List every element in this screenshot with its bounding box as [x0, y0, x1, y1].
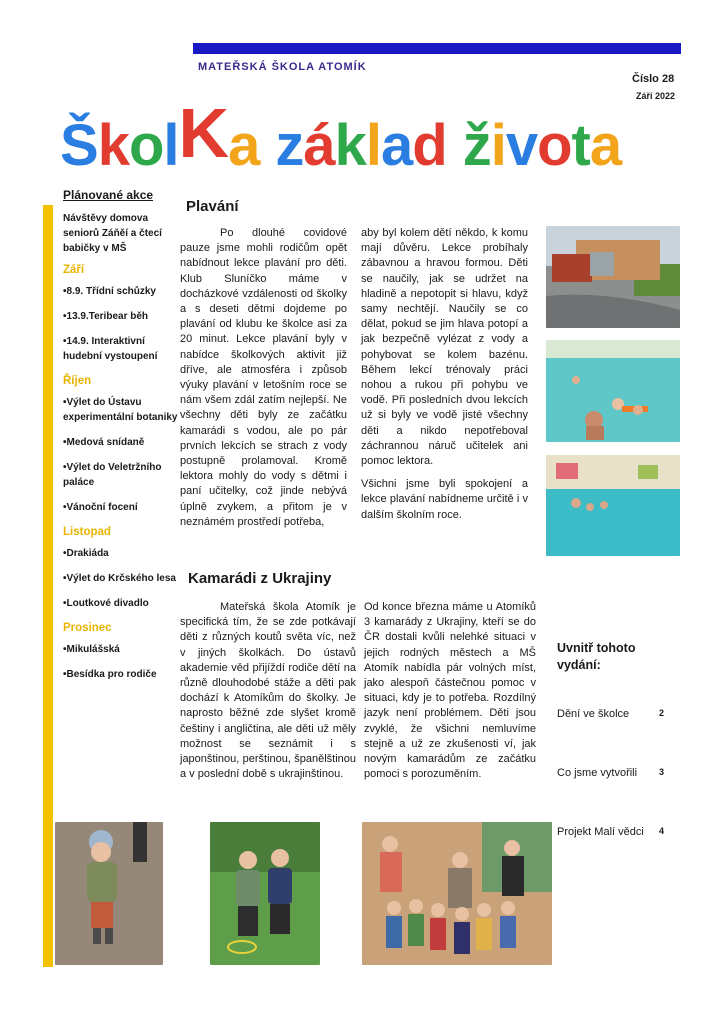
issue-number: Číslo 28 — [632, 73, 675, 85]
inside-page-1: 2 — [659, 708, 665, 718]
title-letter: Š — [60, 113, 98, 178]
month-heading: Září — [63, 264, 85, 276]
newsletter-title — [60, 94, 622, 179]
inside-page-2: 3 — [659, 767, 665, 777]
title-letter: l — [365, 113, 381, 178]
ukraine-column-2 — [364, 600, 536, 782]
event-item: •8.9. Třídní schůzky — [63, 286, 156, 297]
event-item: •Vánoční focení — [63, 502, 138, 513]
article-title-ukraine: Kamarádi z Ukrajiny — [188, 570, 332, 587]
event-item: •Výlet do Ústavu experimentální botaniky — [63, 397, 178, 423]
header-bar — [193, 43, 681, 54]
school-name: MATEŘSKÁ ŠKOLA ATOMÍK — [198, 61, 367, 73]
photo-group-class — [362, 822, 552, 965]
issue-date: Září 2022 — [636, 91, 676, 101]
photo-swimming-pool-1 — [546, 340, 680, 442]
photo-child-gravel — [55, 822, 163, 965]
title-letter: z — [275, 113, 304, 178]
sidebar-intro: Návštěvy domova seniorů Záňěí a čtecí babičky v MŠ — [63, 213, 162, 254]
title-letter: a — [381, 113, 413, 178]
month-list — [63, 263, 181, 682]
photo-two-children — [210, 822, 320, 965]
title-letter: v — [505, 113, 538, 178]
event-item: •Výlet do Veletržního paláce — [63, 462, 162, 488]
title-letter: t — [571, 113, 590, 178]
event-item: •14.9. Interaktivní hudební vystoupení — [63, 336, 158, 362]
inside-page-3: 4 — [659, 826, 665, 836]
event-item: •Mikulášská — [63, 644, 120, 655]
swimming-text-3: Všichni jsme byli spokojení a lekce plavání nabídneme určitě i v dalším školním roce. — [361, 478, 528, 521]
ukraine-text-2: Od konce března máme u Atomíků 3 kamarády z Ukrajiny, kteří se do ČR dostali kvůli nelehké situaci v jejich rodných městech a MŠ Atomík nabídla pár volných míst, jako alespoň částečnou pomoc v situaci, kdy je to potřeba. Rozdílný jazyk není problémem. Děti jsou zvyklé, že všichni nemluvíme stejně a už ze zkušenosti ví, jak novým kamarádům ze začátku pomoci s porozuměním. — [364, 601, 536, 781]
photo-swimming-pool-2 — [546, 455, 680, 556]
event-item: •Loutkové divadlo — [63, 598, 149, 609]
swimming-column-2 — [361, 226, 528, 523]
event-item: •13.9.Teribear běh — [63, 311, 149, 322]
planned-events-sidebar — [63, 188, 181, 692]
title-letter: d — [412, 113, 447, 178]
month-heading: Říjen — [63, 375, 92, 387]
title-letter: o — [537, 113, 572, 178]
title-letter: a — [589, 113, 622, 178]
sidebar-accent-bar — [43, 205, 53, 967]
event-item: •Medová snídaně — [63, 437, 145, 448]
title-letter: K — [178, 94, 229, 172]
event-item: •Besídka pro rodiče — [63, 669, 157, 680]
title-letter: ž — [462, 113, 491, 178]
title-letter: o — [128, 113, 164, 178]
swimming-text-2: aby byl kolem dětí někdo, k komu mají důvěru. Lekce probíhaly zábavnou a hravou formou. Děti se naučily, jak se udržet na hladině a nepotopit si hlavu, když samy nechtějí. Naučily se co dělat, pokud se jim hlava potopí a jak bezpečně vylézat z vody a pohybovat se kolem bazénu. Během lekcí trénovaly práci nohou a rukou při pohybu ve vodě. Při posledních dvou lekcích už si byly ve vodě jisté všechny děti a nikdo nepotřeboval záchrannou náruč učitelek ani pomoc lektora. — [361, 227, 528, 468]
event-item: •Drakiáda — [63, 548, 109, 559]
title-letter: k — [97, 113, 129, 178]
inside-issue-title: Uvnitř tohoto vydání: — [557, 641, 636, 672]
inside-item-1[interactable]: Dění ve školce — [557, 708, 630, 720]
title-letter: a — [228, 113, 260, 178]
photo-swimming-building — [546, 226, 680, 328]
title-letter: k — [334, 113, 366, 178]
ukraine-column-1 — [180, 600, 356, 782]
event-item: •Výlet do Krčského lesa — [63, 573, 176, 584]
title-letter: l — [163, 113, 179, 178]
article-title-swimming: Plavání — [186, 198, 239, 215]
ukraine-text-1: Mateřská škola Atomík je specifická tím, že se zde potkávají děti z různých koutů světa víc, než v jiných školkách. Do ústavů akademie věd přijíždí rodiče dětí na různě dlouhodobé stáže a děti pak dochází k Atomíkům do školky. Je naprosto běžné zde slyšet kromě češtiny i angličtina, ale děti už měly možnost se seznámit i s japonštinou, perštinou, španělštinou a v poslední době s ukrajinštinou. — [180, 601, 356, 781]
title-letter: i — [490, 113, 506, 178]
swimming-text-1: Po dlouhé covidové pauze jsme mohli rodičům opět nabídnout lekce plavání pro děti. Klub Sluníčko máme v docházkové vzdálenosti od školky a s deseti dětmi dojdeme po plavání od klubu ke školce asi za 20 minut. Lekce plavání byly v nabídce školkových aktivit již dříve, ale atmosféra i způsob výuky plavání v letošním roce se nám všem zdál zatím nejlepší. Ne všechny děti byly ze začátku kamarádi s vodou, ale po pár prvních lekcích se strach z vody postupně prolamoval. Kromě lektora mohly do vody s dětmi i paní učitelky, což jinde nebývá úplně zvykem, a přitom je v neznámém prostředí potřeba, — [180, 227, 347, 528]
inside-item-2[interactable]: Co jsme vytvořili — [557, 767, 638, 779]
inside-item-3[interactable]: Projekt Malí vědci — [557, 826, 644, 838]
month-heading: Prosinec — [63, 622, 112, 634]
swimming-column-1 — [180, 226, 347, 530]
title-letter: á — [303, 113, 335, 178]
month-heading: Listopad — [63, 526, 111, 538]
sidebar-heading: Plánované akce — [63, 188, 154, 202]
